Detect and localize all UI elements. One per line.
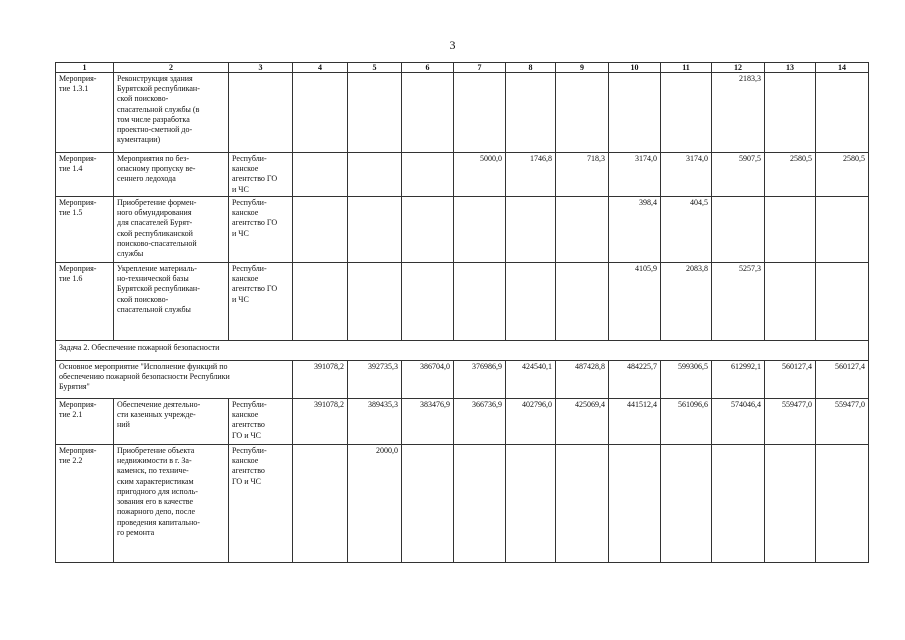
row-value-5 (348, 197, 402, 263)
table-row (56, 445, 869, 563)
row-value-12 (712, 197, 765, 263)
row-value-13 (765, 263, 816, 341)
row2-value-11: 561096,6 (661, 399, 712, 445)
column-header-12: 12 (712, 63, 765, 73)
table-row (56, 263, 869, 341)
row-value-12: 5907,5 (712, 153, 765, 197)
header-row (56, 63, 869, 73)
row-value-7 (454, 197, 506, 263)
row-code: Мероприя- тие 1.6 (56, 263, 114, 341)
row-value-6 (402, 73, 454, 153)
row-value-9 (556, 197, 609, 263)
column-header-4: 4 (293, 63, 348, 73)
row-value-5 (348, 263, 402, 341)
row-code: Мероприя- тие 1.5 (56, 197, 114, 263)
row-value-11 (661, 73, 712, 153)
row-value-14 (816, 197, 869, 263)
row-value-9 (556, 73, 609, 153)
row-value-7 (454, 73, 506, 153)
column-header-13: 13 (765, 63, 816, 73)
row-value-10: 398,4 (609, 197, 661, 263)
row-value-10: 3174,0 (609, 153, 661, 197)
row-code: Мероприя- тие 1.4 (56, 153, 114, 197)
row-value-5 (348, 73, 402, 153)
row-value-11: 2083,8 (661, 263, 712, 341)
page-number: 3 (449, 38, 456, 52)
row2-value-7 (454, 445, 506, 563)
column-header-6: 6 (402, 63, 454, 73)
main-event-value-9: 487428,8 (556, 361, 609, 399)
column-header-14: 14 (816, 63, 869, 73)
row-name: Укрепление материаль- но-технической базы Бурятской республикан- ской поисково- спасательной службы (114, 263, 229, 341)
row-value-14: 2580,5 (816, 153, 869, 197)
row-value-4 (293, 73, 348, 153)
row2-value-4: 391078,2 (293, 399, 348, 445)
row-executor: Республи- канское агентство ГО и ЧС (229, 263, 293, 341)
row2-value-13: 559477,0 (765, 399, 816, 445)
table-row (56, 153, 869, 197)
row-value-12: 2183,3 (712, 73, 765, 153)
row-name: Мероприятия по без- опасному пропуску ве- сеннего ледохода (114, 153, 229, 197)
column-header-8: 8 (506, 63, 556, 73)
row-value-10 (609, 73, 661, 153)
row2-name: Обеспечение деятельно- сти казенных учрежде- ний (114, 399, 229, 445)
row-value-13 (765, 73, 816, 153)
row-value-11: 404,5 (661, 197, 712, 263)
main-event-value-12: 612992,1 (712, 361, 765, 399)
section-title: Задача 2. Обеспечение пожарной безопасности (56, 341, 869, 361)
main-event-value-6: 386704,0 (402, 361, 454, 399)
column-header-3: 3 (229, 63, 293, 73)
table-row (56, 197, 869, 263)
row2-value-14 (816, 445, 869, 563)
column-header-2: 2 (114, 63, 229, 73)
budget-table (55, 62, 869, 563)
row2-value-5: 389435,3 (348, 399, 402, 445)
column-header-5: 5 (348, 63, 402, 73)
row-value-11: 3174,0 (661, 153, 712, 197)
row2-value-8: 402796,0 (506, 399, 556, 445)
row-value-7 (454, 263, 506, 341)
main-event-value-4: 391078,2 (293, 361, 348, 399)
row2-value-12: 574046,4 (712, 399, 765, 445)
row-code: Мероприя- тие 1.3.1 (56, 73, 114, 153)
main-event-value-14: 560127,4 (816, 361, 869, 399)
row-value-14 (816, 263, 869, 341)
main-event-value-8: 424540,1 (506, 361, 556, 399)
section-row (56, 341, 869, 361)
column-header-11: 11 (661, 63, 712, 73)
row-value-6 (402, 197, 454, 263)
column-header-10: 10 (609, 63, 661, 73)
row-name: Реконструкция здания Бурятской республикан- ской поисково- спасательной службы (в том числе разработка проектно-сметной до- кументации) (114, 73, 229, 153)
row-value-9 (556, 263, 609, 341)
row-value-13: 2580,5 (765, 153, 816, 197)
row-value-6 (402, 153, 454, 197)
row2-value-6: 383476,9 (402, 399, 454, 445)
row2-value-12 (712, 445, 765, 563)
row-value-8 (506, 73, 556, 153)
main-event-value-5: 392735,3 (348, 361, 402, 399)
row-executor: Республи- канское агентство ГО и ЧС (229, 197, 293, 263)
column-header-9: 9 (556, 63, 609, 73)
column-header-1: 1 (56, 63, 114, 73)
row2-value-11 (661, 445, 712, 563)
row-value-8 (506, 197, 556, 263)
row2-value-9: 425069,4 (556, 399, 609, 445)
row2-value-14: 559477,0 (816, 399, 869, 445)
row-value-8: 1746,8 (506, 153, 556, 197)
column-header-7: 7 (454, 63, 506, 73)
table-row (56, 73, 869, 153)
table-row (56, 399, 869, 445)
row2-executor: Республи- канское агентство ГО и ЧС (229, 399, 293, 445)
row2-value-10 (609, 445, 661, 563)
main-event-value-7: 376986,9 (454, 361, 506, 399)
row2-value-4 (293, 445, 348, 563)
main-event-row (56, 361, 869, 399)
row-value-4 (293, 263, 348, 341)
row-executor: Республи- канское агентство ГО и ЧС (229, 153, 293, 197)
main-event-value-11: 599306,5 (661, 361, 712, 399)
row-value-7: 5000,0 (454, 153, 506, 197)
row-value-4 (293, 153, 348, 197)
main-event-name: Основное мероприятие "Исполнение функций по обеспечению пожарной безопасности Республики Бурятия" (56, 361, 293, 399)
row2-value-9 (556, 445, 609, 563)
row2-code: Мероприя- тие 2.1 (56, 399, 114, 445)
row-value-10: 4105,9 (609, 263, 661, 341)
row-value-8 (506, 263, 556, 341)
row-value-5 (348, 153, 402, 197)
main-event-value-10: 484225,7 (609, 361, 661, 399)
row2-name: Приобретение объекта недвижимости в г. За- каменск, по техниче- ским характеристикам пригодного для исполь- зования его в качестве пожарного депо, после проведения капитально- го ремонта (114, 445, 229, 563)
row2-value-13 (765, 445, 816, 563)
row2-value-8 (506, 445, 556, 563)
row-value-14 (816, 73, 869, 153)
row-value-12: 5257,3 (712, 263, 765, 341)
row-name: Приобретение формен- ного обмундирования для спасателей Бурят- ской республиканской поисково-спасательной службы (114, 197, 229, 263)
row-value-6 (402, 263, 454, 341)
row-value-13 (765, 197, 816, 263)
main-event-value-13: 560127,4 (765, 361, 816, 399)
row2-value-6 (402, 445, 454, 563)
row2-code: Мероприя- тие 2.2 (56, 445, 114, 563)
row-value-9: 718,3 (556, 153, 609, 197)
row2-value-10: 441512,4 (609, 399, 661, 445)
row-value-4 (293, 197, 348, 263)
row2-value-5: 2000,0 (348, 445, 402, 563)
row-executor (229, 73, 293, 153)
row2-executor: Республи- канское агентство ГО и ЧС (229, 445, 293, 563)
row2-value-7: 366736,9 (454, 399, 506, 445)
